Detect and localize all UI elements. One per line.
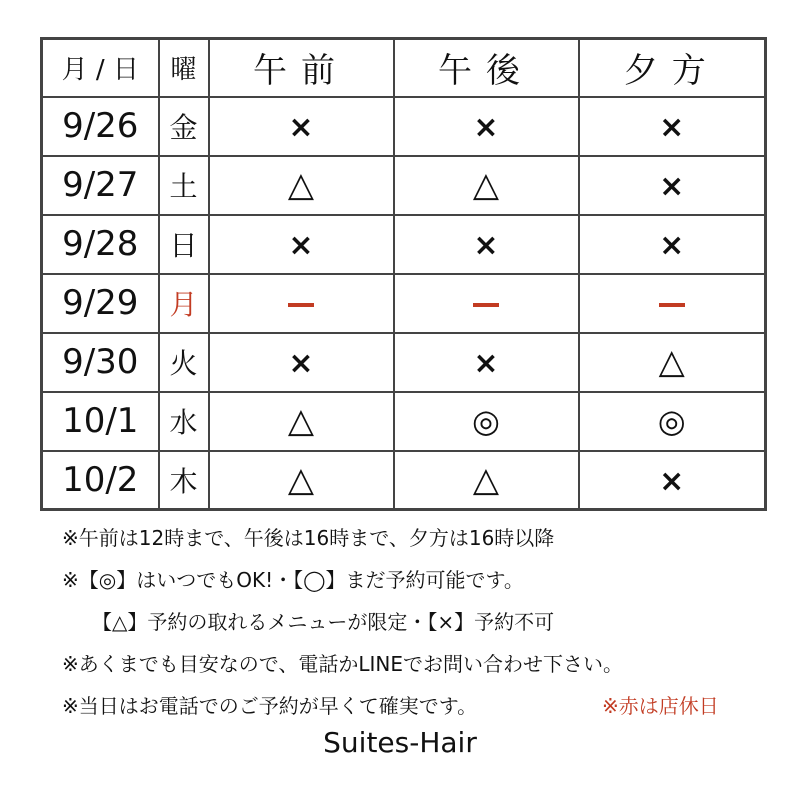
availability-cell (579, 392, 766, 451)
note-same-day (62, 685, 782, 727)
limited-icon: △ (658, 342, 685, 382)
note-legend-ok: ※【◎】はいつでもOK!・【◯】まだ予約可能です。 (62, 568, 524, 592)
availability-cell (394, 156, 579, 215)
note-hours: ※午前は12時まで、午後は16時まで、夕方は16時以降 (62, 526, 555, 550)
morning-column-header: 午前 (209, 39, 394, 97)
unavailable-icon: × (659, 169, 685, 204)
date-cell: 9/26 (42, 97, 159, 156)
schedule-row (42, 451, 766, 510)
unavailable-icon: × (473, 228, 499, 263)
weekday-cell: 金 (159, 97, 209, 156)
weekday-cell: 日 (159, 215, 209, 274)
schedule-row (42, 97, 766, 156)
availability-cell (579, 274, 766, 333)
date-cell: 9/28 (42, 215, 159, 274)
date-cell: 9/30 (42, 333, 159, 392)
availability-cell (394, 274, 579, 333)
unavailable-icon: × (659, 228, 685, 263)
availability-cell (394, 215, 579, 274)
schedule-row (42, 274, 766, 333)
weekday-cell: 土 (159, 156, 209, 215)
weekday-cell: 月 (159, 274, 209, 333)
note-legend-limited: 【△】予約の取れるメニューが限定・【×】予約不可 (92, 610, 555, 634)
header-row (42, 39, 766, 97)
limited-icon: △ (287, 459, 315, 500)
note-contact: ※あくまでも目安なので、電話かLINEでお問い合わせ下さい。 (62, 652, 623, 676)
availability-cell (394, 97, 579, 156)
note-same-day-text: ※当日はお電話でのご予約が早くて確実です。 (62, 694, 478, 718)
unavailable-icon: × (288, 228, 314, 263)
schedule-row (42, 215, 766, 274)
date-cell: 9/29 (42, 274, 159, 333)
schedule-table (40, 37, 767, 511)
availability-cell (579, 97, 766, 156)
availability-cell (579, 451, 766, 510)
unavailable-icon: × (473, 110, 499, 145)
weekday-cell: 水 (159, 392, 209, 451)
availability-cell (394, 451, 579, 510)
availability-cell (209, 215, 394, 274)
weekday-cell: 木 (159, 451, 209, 510)
limited-icon: △ (287, 165, 315, 205)
closed-dash-icon (473, 303, 499, 307)
availability-cell (209, 451, 394, 510)
unavailable-icon: × (659, 463, 685, 499)
unavailable-icon: × (288, 110, 314, 145)
notes (62, 517, 782, 727)
availability-cell (394, 333, 579, 392)
limited-icon: △ (472, 459, 500, 500)
weekday-cell: 火 (159, 333, 209, 392)
date-cell: 10/1 (42, 392, 159, 451)
availability-cell (394, 392, 579, 451)
availability-cell (579, 156, 766, 215)
limited-icon: △ (287, 401, 315, 441)
date-cell: 9/27 (42, 156, 159, 215)
closed-day-note: ※赤は店休日 (602, 694, 719, 718)
date-cell: 10/2 (42, 451, 159, 510)
schedule-row (42, 333, 766, 392)
availability-cell (209, 156, 394, 215)
weekday-column-header: 曜 (159, 39, 209, 97)
evening-column-header: 夕方 (579, 39, 766, 97)
available-icon: ◎ (657, 402, 686, 440)
schedule-row (42, 156, 766, 215)
date-column-header: 月 / 日 (42, 39, 159, 97)
unavailable-icon: × (288, 346, 314, 381)
availability-cell (209, 274, 394, 333)
closed-dash-icon (288, 303, 314, 307)
schedule-row (42, 392, 766, 451)
availability-cell (579, 333, 766, 392)
availability-cell (209, 333, 394, 392)
limited-icon: △ (472, 165, 500, 205)
unavailable-icon: × (659, 110, 685, 145)
salon-name: Suites-Hair (323, 726, 477, 759)
unavailable-icon: × (473, 346, 499, 381)
available-icon: ◎ (472, 402, 500, 440)
availability-cell (209, 392, 394, 451)
availability-cell (209, 97, 394, 156)
afternoon-column-header: 午後 (394, 39, 579, 97)
availability-cell (579, 215, 766, 274)
closed-dash-icon (659, 303, 685, 307)
